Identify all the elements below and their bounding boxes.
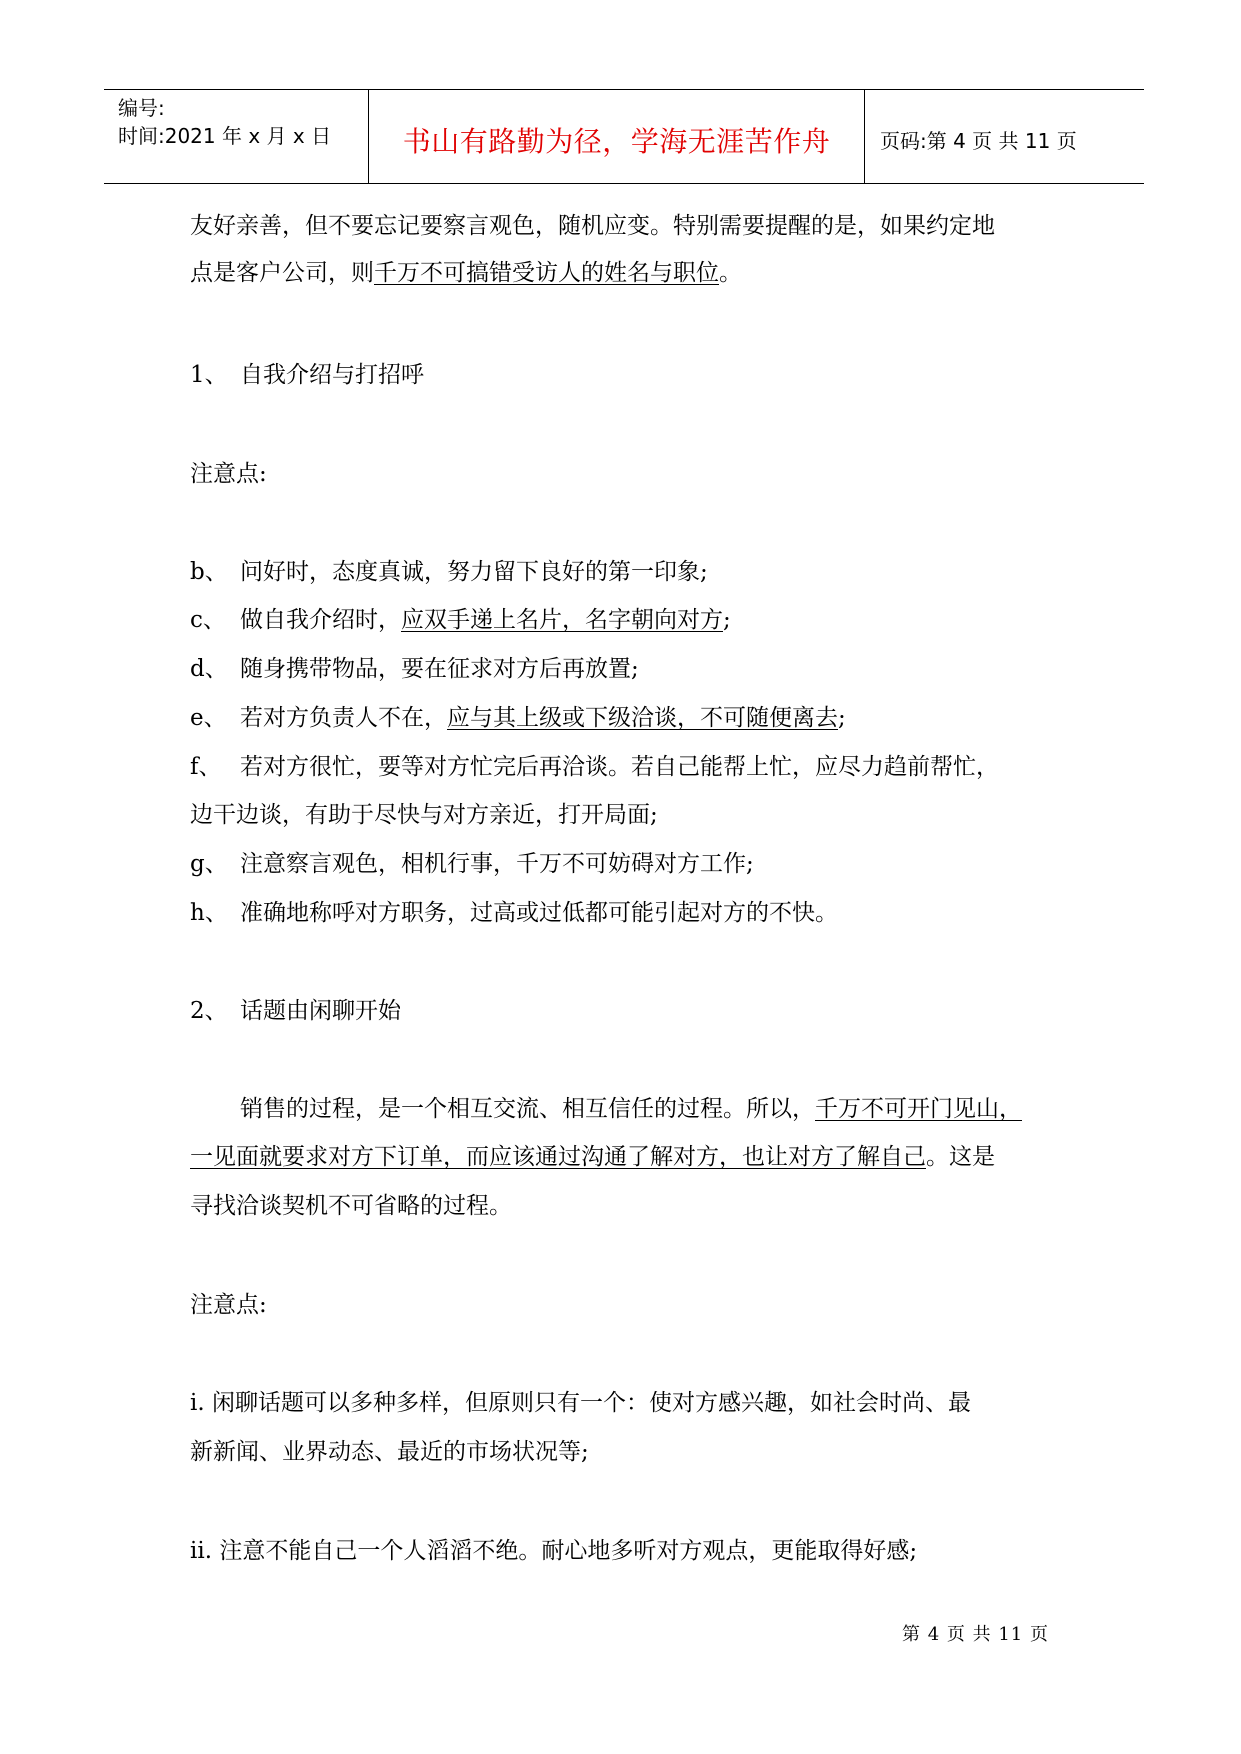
motto: 书山有路勤为径，学海无涯苦作舟 — [402, 125, 831, 158]
list-item-c — [190, 605, 731, 635]
header-page-cell — [866, 90, 1144, 183]
paragraph-2-line-3: 寻找洽谈契机不可省略的过程。 — [190, 1193, 512, 1219]
header-info-cell — [104, 90, 369, 183]
paragraph-underlined: 一见面就要求对方下订单，而应该通过沟通了解对方，也让对方了解自己 — [190, 1144, 926, 1170]
list-text-underlined: 应双手递上名片，名字朝向对方 — [401, 607, 723, 633]
list-item-g — [190, 849, 754, 879]
list-text: 问好时，态度真诚，努力留下良好的第一印象; — [240, 559, 708, 585]
intro-text: 点是客户公司，则 — [190, 260, 374, 286]
list-text: 随身携带物品，要在征求对方后再放置; — [240, 656, 639, 682]
doc-number-label: 编号: — [118, 96, 165, 120]
paragraph-underlined: 千万不可开门见山， — [815, 1096, 1022, 1122]
page-footer: 第 4 页 共 11 页 — [902, 1624, 1049, 1645]
list-text-end: ; — [723, 607, 731, 633]
paragraph-2-line-2 — [190, 1142, 995, 1172]
list-item-h — [190, 898, 838, 928]
list-label: e、 — [190, 705, 227, 731]
intro-underlined: 千万不可搞错受访人的姓名与职位 — [374, 260, 719, 286]
note-label-1: 注意点: — [190, 461, 267, 487]
list-label: c、 — [190, 607, 226, 633]
paragraph-text: 销售的过程，是一个相互交流、相互信任的过程。所以， — [240, 1096, 815, 1122]
list-text-underlined: 应与其上级或下级洽谈，不可随便离去 — [447, 705, 838, 731]
list-item-ii: ii. 注意不能自己一个人滔滔不绝。耐心地多听对方观点，更能取得好感; — [190, 1538, 918, 1564]
list-item-i: i. 闲聊话题可以多种多样，但原则只有一个：使对方感兴趣，如社会时尚、最 — [190, 1390, 971, 1416]
list-item-b — [190, 557, 708, 587]
list-item-f-continued: 边干边谈，有助于尽快与对方亲近，打开局面; — [190, 802, 658, 828]
list-label: h、 — [190, 900, 228, 926]
list-text-end: ; — [838, 705, 846, 731]
list-text: 准确地称呼对方职务，过高或过低都可能引起对方的不快。 — [240, 900, 838, 926]
page-code: 页码:第 4 页 共 11 页 — [880, 129, 1077, 153]
header-motto-cell — [369, 90, 865, 183]
list-text: 注意察言观色，相机行事，千万不可妨碍对方工作; — [240, 851, 754, 877]
intro-end: 。 — [719, 260, 742, 286]
section-2-title: 话题由闲聊开始 — [240, 998, 401, 1024]
section-2-number: 2、 — [190, 998, 228, 1024]
list-label: d、 — [190, 656, 228, 682]
list-label: b、 — [190, 559, 228, 585]
time-label: 时间:2021 年 x 月 x 日 — [118, 124, 332, 148]
list-text: 做自我介绍时， — [240, 607, 401, 633]
intro-line-2 — [190, 258, 742, 288]
paragraph-2-line-1 — [240, 1094, 1022, 1124]
list-item-i-continued: 新新闻、业界动态、最近的市场状况等; — [190, 1439, 589, 1465]
list-text: 若对方负责人不在， — [240, 705, 447, 731]
intro-line-1: 友好亲善，但不要忘记要察言观色，随机应变。特别需要提醒的是，如果约定地 — [190, 213, 995, 239]
paragraph-text: 。这是 — [926, 1144, 995, 1170]
list-item-e — [190, 703, 846, 733]
section-2-heading — [190, 996, 401, 1026]
list-item-d — [190, 654, 639, 684]
list-item-f — [190, 752, 999, 782]
section-1-heading — [190, 360, 424, 390]
page-header — [104, 89, 1144, 184]
note-label-2: 注意点: — [190, 1292, 267, 1318]
section-1-number: 1、 — [190, 362, 228, 388]
list-label: f、 — [190, 754, 222, 780]
section-1-title: 自我介绍与打招呼 — [240, 362, 424, 388]
list-text: 若对方很忙，要等对方忙完后再洽谈。若自己能帮上忙，应尽力趋前帮忙， — [240, 754, 999, 780]
list-label: g、 — [190, 851, 228, 877]
